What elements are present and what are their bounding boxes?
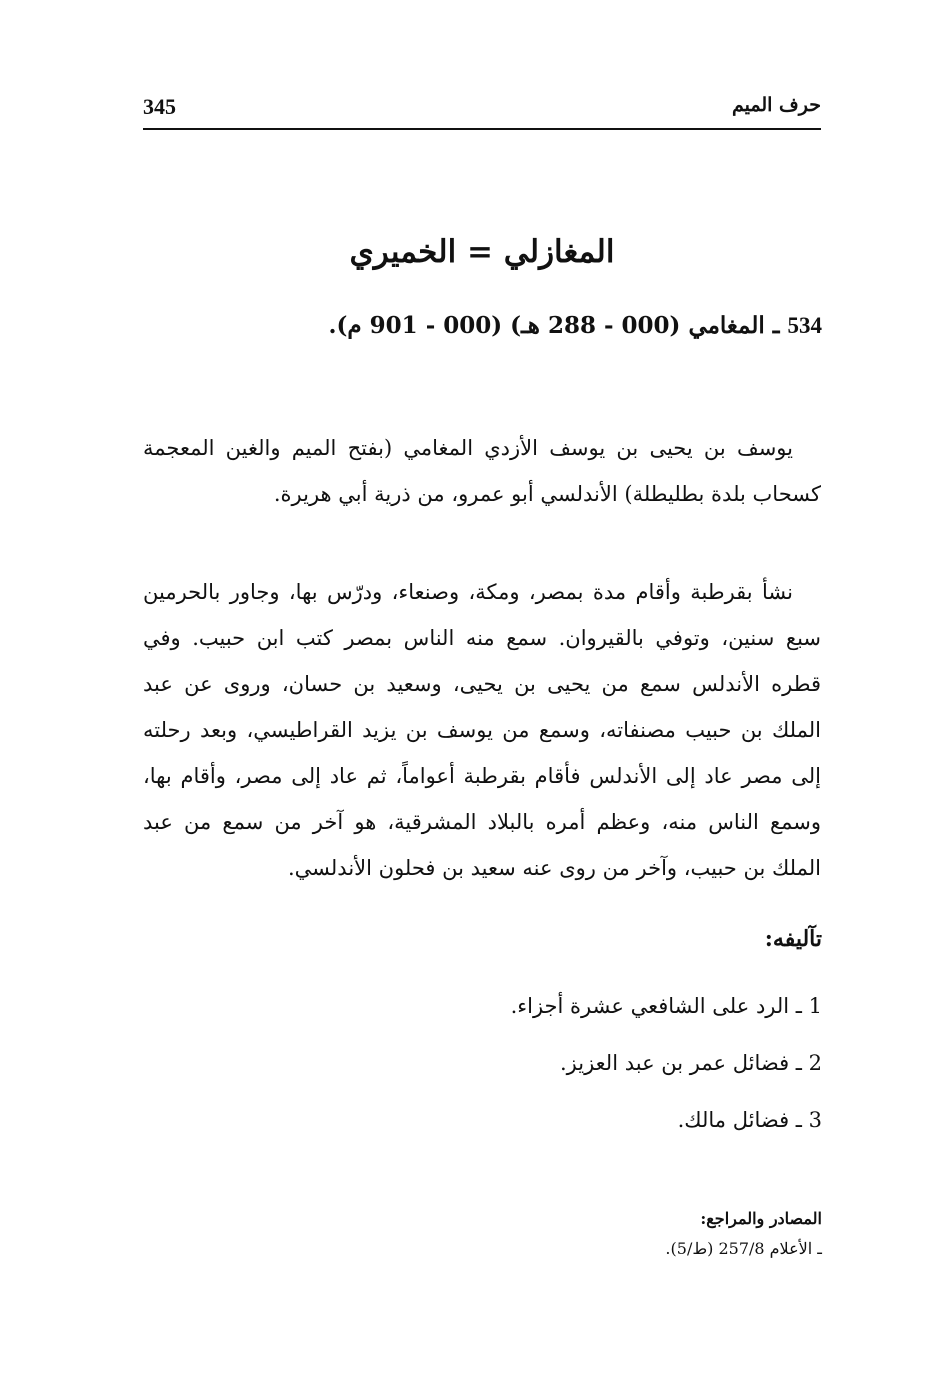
page-number: 345 xyxy=(143,94,176,119)
sources-section xyxy=(222,1204,822,1264)
biography-paragraph: نشأ بقرطبة وأقام مدة بمصر، ومكة، وصنعاء، ودرّس بها، وجاور بالحرمين سبع سنين، وتوفي بالقيروان. سمع منه الناس بمصر كتب ابن حبيب. وفي قطره الأندلس سمع من يحيى بن يحيى، وسعيد بن حسان، وروى عن عبد الملك بن حبيب مصنفاته، وسمع من يوسف بن يزيد القراطيسي، وبعد رحلته إلى مصر عاد إلى الأندلس فأقام بقرطبة أعواماً، ثم عاد إلى مصر، وأقام بها، وسمع الناس منه، وعظم أمره بالبلاد المشرقية، هو آخر من سمع من عبد الملك بن حبيب، وآخر من روى عنه سعيد بن فحلون الأندلسي. xyxy=(143,580,821,880)
page-header xyxy=(143,94,821,130)
works-list xyxy=(222,986,822,1157)
sources-heading: المصادر والمراجع: xyxy=(700,1209,822,1228)
works-heading: تآليفه: xyxy=(764,926,822,952)
source-item: ـ الأعلام 257/8 (ط/5). xyxy=(665,1239,822,1258)
entry-hijri-dates: (000 - 288 هـ) xyxy=(510,312,681,339)
list-item: 3 ـ فضائل مالك. xyxy=(677,1108,822,1132)
entry-number: 534 xyxy=(787,313,822,338)
running-title: حرف الميم xyxy=(732,94,821,116)
biography-paragraph: يوسف بن يحيى بن يوسف الأزدي المغامي (بفتح الميم والغين المعجمة كسحاب بلدة بطليطلة) الأندلسي أبو عمرو، من ذرية أبي هريرة. xyxy=(143,436,821,506)
entry-name: ـ المغامي xyxy=(688,312,780,339)
list-item: 1 ـ الرد على الشافعي عشرة أجزاء. xyxy=(510,994,822,1018)
list-item: 2 ـ فضائل عمر بن عبد العزيز. xyxy=(559,1051,822,1075)
section-title: المغازلي = الخميري xyxy=(349,234,615,270)
entry-gregorian-dates: (000 - 901 م). xyxy=(328,312,503,339)
entry-heading xyxy=(122,312,822,339)
